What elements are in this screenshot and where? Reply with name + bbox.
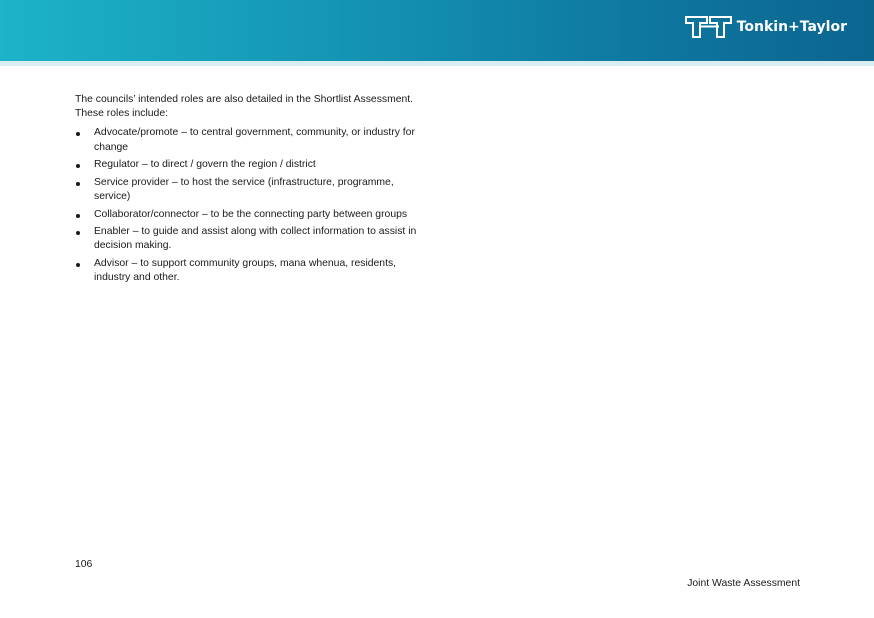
tt-logo-icon — [685, 16, 733, 38]
main-content — [75, 93, 425, 289]
roles-list — [75, 126, 425, 285]
page-number: 106 — [75, 559, 93, 570]
list-item — [75, 126, 425, 154]
bullet-icon — [76, 214, 80, 218]
brand-logo — [685, 16, 847, 38]
intro-paragraph: The councils’ intended roles are also detailed in the Shortlist Assessment. These roles include: — [75, 94, 414, 120]
document-title: Joint Waste Assessment — [687, 578, 800, 589]
bullet-icon — [76, 231, 80, 235]
bullet-icon — [76, 132, 80, 136]
list-item-text: Enabler – to guide and assist along with collect information to assist in decision making. — [94, 226, 417, 252]
list-item — [75, 208, 425, 222]
bullet-icon — [76, 263, 80, 267]
list-item — [75, 257, 425, 285]
list-item — [75, 158, 425, 172]
header-divider — [0, 61, 874, 66]
list-item-text: Regulator – to direct / govern the region / district — [94, 159, 316, 171]
list-item — [75, 225, 425, 253]
list-item-text: Collaborator/connector – to be the connecting party between groups — [94, 208, 408, 220]
list-item-text: Service provider – to host the service (infrastructure, programme, service) — [94, 176, 394, 202]
header-banner — [0, 0, 874, 61]
bullet-icon — [76, 164, 80, 168]
brand-name: Tonkin+Taylor — [736, 19, 847, 35]
list-item-text: Advocate/promote – to central government, community, or industry for change — [94, 127, 415, 153]
list-item-text: Advisor – to support community groups, mana whenua, residents, industry and other. — [94, 257, 397, 284]
bullet-icon — [76, 182, 80, 186]
list-item — [75, 176, 425, 204]
